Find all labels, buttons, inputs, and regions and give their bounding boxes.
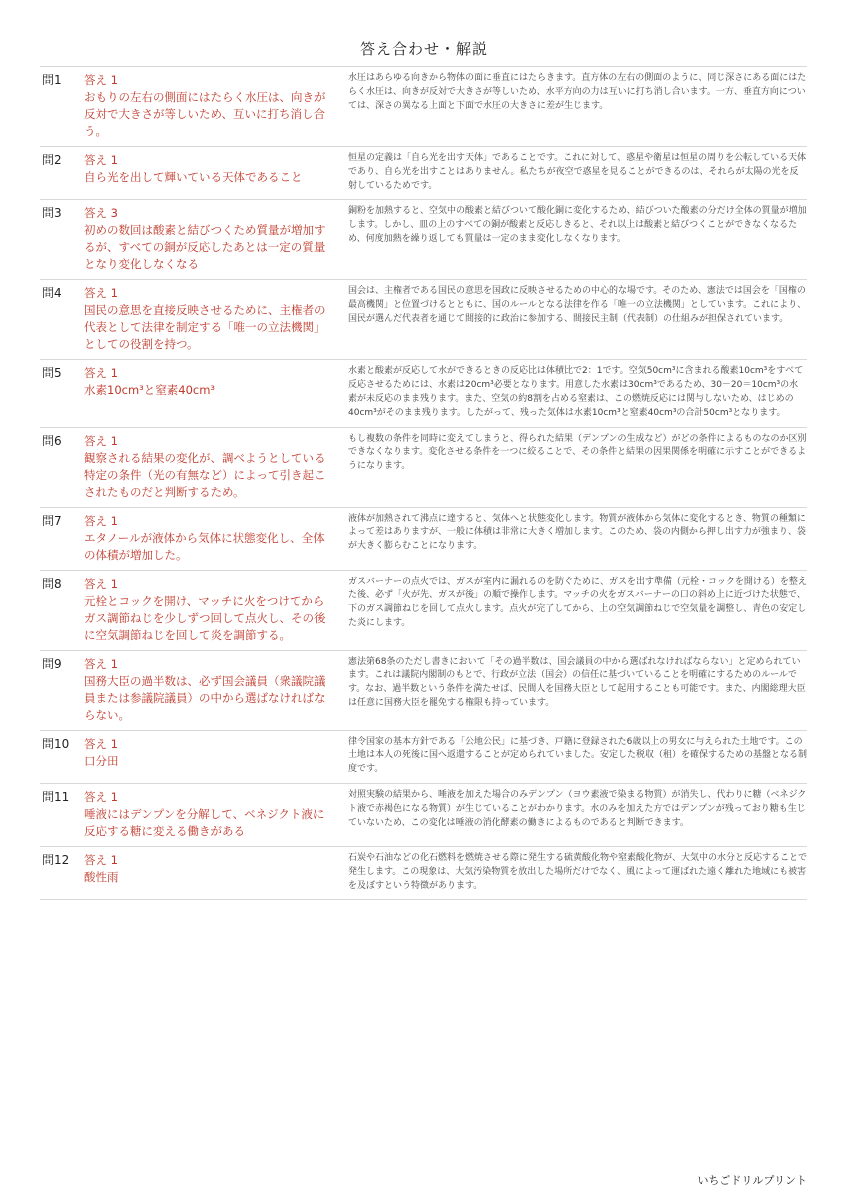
question-number: 問5 <box>40 360 84 427</box>
table-row <box>40 507 807 570</box>
explanation-text: 石炭や石油などの化石燃料を燃焼させる際に発生する硫黄酸化物や窒素酸化物が、大気中の水分と反応することで発生します。この現象は、大気汚染物質を放出した場所だけでなく、風によって運ばれた遠く離れた地域にも被害を及ぼすという特徴があります。 <box>342 846 807 899</box>
table-row <box>40 360 807 427</box>
answer-label: 答え 1 <box>84 366 118 381</box>
answer-cell <box>84 200 342 280</box>
question-number: 問9 <box>40 650 84 730</box>
question-number: 問11 <box>40 783 84 846</box>
table-row <box>40 427 807 507</box>
answer-cell <box>84 147 342 200</box>
answer-label: 答え 1 <box>84 656 118 671</box>
answer-table <box>40 66 807 900</box>
answer-text: 自ら光を出して輝いている天体であること <box>84 170 303 184</box>
answer-text: 国民の意思を直接反映させるために、主権者の代表として法律を制定する「唯一の立法機関」としての役割を持つ。 <box>84 303 326 352</box>
answer-label: 答え 1 <box>84 736 118 751</box>
answer-text: エタノールが液体から気体に状態変化し、全体の体積が増加した。 <box>84 530 325 562</box>
table-row <box>40 200 807 280</box>
answer-text: 元栓とコックを開け、マッチに火をつけてからガス調節ねじを少しずつ回して点火し、その後に空気調節ねじを回して炎を調節する。 <box>84 593 326 642</box>
explanation-text: ガスバーナーの点火では、ガスが室内に漏れるのを防ぐために、ガスを出す準備（元栓・コックを開ける）を整えた後、必ず「火が先、ガスが後」の順で操作します。マッチの火をガスバーナーの口の斜め上に近づけた状態で、下のガス調節ねじを回して点火します。点火が完了してから、上の空気調節ねじで空気量を調整し、青色の安定した炎にします。 <box>342 570 807 650</box>
explanation-text: もし複数の条件を同時に変えてしまうと、得られた結果（デンプンの生成など）がどの条件によるものなのか区別できなくなります。変化させる条件を一つに絞ることで、その条件と結果の因果関係を明確に示すことができるようになります。 <box>342 427 807 507</box>
question-number: 問8 <box>40 570 84 650</box>
answer-cell <box>84 570 342 650</box>
table-row <box>40 570 807 650</box>
table-row <box>40 730 807 783</box>
answer-label: 答え 3 <box>84 206 118 221</box>
answer-text: 水素10cm³と窒素40cm³ <box>84 383 216 398</box>
question-number: 問12 <box>40 846 84 899</box>
table-row <box>40 650 807 730</box>
answer-cell <box>84 507 342 570</box>
explanation-text: 律令国家の基本方針である「公地公民」に基づき、戸籍に登録された6歳以上の男女に与えられた土地です。この土地は本人の死後に国へ返還することが定められていました。安定した税収（租）を確保するための基盤となる制度です。 <box>342 730 807 783</box>
page-title: 答え合わせ・解説 <box>359 40 488 58</box>
question-number: 問2 <box>40 147 84 200</box>
answer-table-body <box>40 67 807 900</box>
question-number: 問10 <box>40 730 84 783</box>
question-number: 問3 <box>40 200 84 280</box>
explanation-text: 水圧はあらゆる向きから物体の面に垂直にはたらきます。直方体の左右の側面のように、同じ深さにある面にはたらく水圧は、向きが反対で大きさが等しいため、水平方向の力は互いに打ち消し合います。一方、垂直方向については、深さの異なる上面と下面で水圧の大きさに差が生じます。 <box>342 67 807 147</box>
table-row <box>40 280 807 360</box>
answer-label: 答え 1 <box>84 576 118 591</box>
answer-cell <box>84 427 342 507</box>
answer-cell <box>84 846 342 899</box>
footer-brand: いちごドリルプリント <box>697 1174 807 1187</box>
answer-cell <box>84 783 342 846</box>
table-row <box>40 846 807 899</box>
answer-label: 答え 1 <box>84 73 118 87</box>
explanation-text: 恒星の定義は「自ら光を出す天体」であることです。これに対して、惑星や衛星は恒星の周りを公転している天体であり、自ら光を出すことはありません。私たちが夜空で惑星を見ることができるのは、それらが太陽の光を反射しているためです。 <box>342 147 807 200</box>
answer-label: 答え 1 <box>84 513 118 528</box>
answer-text: おもりの左右の側面にはたらく水圧は、向きが反対で大きさが等しいため、互いに打ち消し合う。 <box>84 90 326 138</box>
answer-label: 答え 1 <box>84 286 118 301</box>
explanation-text: 憲法第68条のただし書きにおいて「その過半数は、国会議員の中から選ばれなければならない」と定められています。これは議院内閣制のもとで、行政が立法（国会）の信任に基づいていることを明確にするためのルールです。なお、過半数という条件を満たせば、民間人を国務大臣として起用することも可能です。また、内閣総理大臣は任意に国務大臣を罷免する権限も持っています。 <box>342 650 807 730</box>
explanation-text: 水素と酸素が反応して水ができるときの反応比は体積比で2：1です。空気50cm³に含まれる酸素10cm³をすべて反応させるためには、水素は20cm³必要となります。用意した水素は30cm³であるため、30－20＝10cm³の水素が未反応のまま残ります。また、空気の約8割を占める窒素は、この燃焼反応には関与しないため、はじめの40cm³がそのまま残ります。したがって、残った気体は水素10cm³と窒素40cm³の合計50cm³となります。 <box>342 360 807 427</box>
answer-text: 酸性雨 <box>84 869 119 884</box>
answer-label: 答え 1 <box>84 789 118 804</box>
answer-cell <box>84 730 342 783</box>
answer-label: 答え 1 <box>84 852 118 867</box>
table-row <box>40 67 807 147</box>
explanation-text: 対照実験の結果から、唾液を加えた場合のみデンプン（ヨウ素液で染まる物質）が消失し、代わりに糖（ベネジクト液で赤褐色になる物質）が生じていることがわかります。水のみを加えた方ではデンプンが残っており糖も生じていないため、この変化は唾液の消化酵素の働きによるものであると判断できます。 <box>342 783 807 846</box>
question-number: 問1 <box>40 67 84 147</box>
answer-text: 国務大臣の過半数は、必ず国会議員（衆議院議員または参議院議員）の中から選ばなければならない。 <box>84 673 326 722</box>
answer-cell <box>84 67 342 147</box>
question-number: 問7 <box>40 507 84 570</box>
answer-text: 唾液にはデンプンを分解して、ベネジクト液に反応する糖に変える働きがある <box>84 806 325 838</box>
question-number: 問4 <box>40 280 84 360</box>
explanation-text: 銅粉を加熱すると、空気中の酸素と結びついて酸化銅に変化するため、結びついた酸素の分だけ全体の質量が増加します。しかし、皿の上のすべての銅が酸素と反応しきると、それ以上は酸素と結びつくことができなくなるため、何度加熱を繰り返しても質量は一定のまま変化しなくなります。 <box>342 200 807 280</box>
answer-label: 答え 1 <box>84 153 118 167</box>
answer-text: 口分田 <box>84 753 119 768</box>
answer-text: 初めの数回は酸素と結びつくため質量が増加するが、すべての銅が反応したあとは一定の質量となり変化しなくなる <box>84 223 326 272</box>
answer-cell <box>84 650 342 730</box>
question-number: 問6 <box>40 427 84 507</box>
answer-cell <box>84 280 342 360</box>
answer-text: 観察される結果の変化が、調べようとしている特定の条件（光の有無など）によって引き起こされたものだと判断するため。 <box>84 450 326 499</box>
explanation-text: 国会は、主権者である国民の意思を国政に反映させるための中心的な場です。そのため、憲法では国会を「国権の最高機関」と位置づけるとともに、国のルールとなる法律を作る「唯一の立法機関」としています。これにより、国民が選んだ代表者を通じて間接的に政治に参加する、間接民主制（代表制）の仕組みが担保されています。 <box>342 280 807 360</box>
answer-cell <box>84 360 342 427</box>
table-row <box>40 783 807 846</box>
answer-label: 答え 1 <box>84 433 118 448</box>
table-row <box>40 147 807 200</box>
explanation-text: 液体が加熱されて沸点に達すると、気体へと状態変化します。物質が液体から気体に変化するとき、物質の種類によって差はありますが、一般に体積は非常に大きく増加します。このため、袋の内側から押し出す力が強まり、袋が大きく膨らむことになります。 <box>342 507 807 570</box>
